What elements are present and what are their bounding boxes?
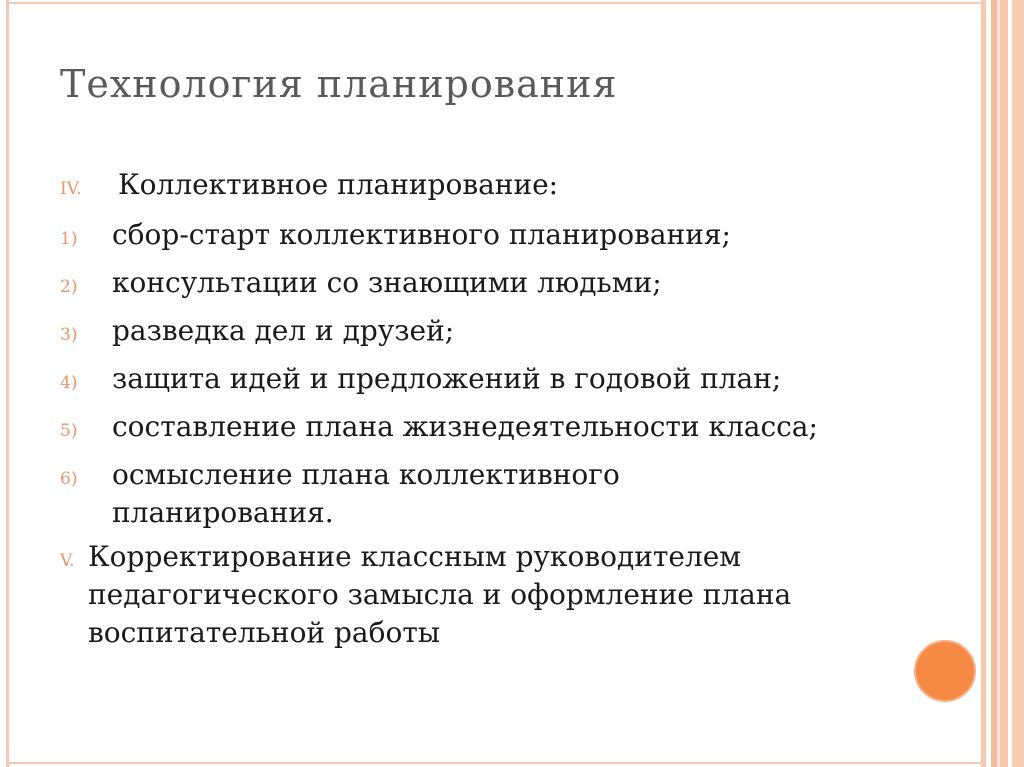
list-item-text: сбор-старт коллективного планирования;	[112, 218, 731, 251]
decor-stripe	[1000, 0, 1008, 767]
list-item-text: Корректирование классным руководителем педагогического замысла и оформление плана воспитательной работы	[88, 540, 792, 649]
list-item	[60, 408, 940, 456]
list-marker: 6)	[60, 469, 78, 489]
slide-title-text: Технология планирования	[60, 62, 618, 106]
list-item	[60, 312, 940, 360]
list-marker: 3)	[60, 325, 78, 345]
decor-circle	[914, 640, 976, 702]
frame-bottom-border	[6, 762, 981, 764]
list-item	[60, 264, 940, 312]
list-item-text: составление плана жизнедеятельности класса;	[112, 410, 818, 443]
list-marker: 4)	[60, 373, 78, 393]
list-item	[60, 216, 940, 264]
list-item-text: консультации со знающими людьми;	[112, 266, 662, 299]
list-item	[60, 538, 940, 652]
list-item-text: Коллективное планирование:	[118, 168, 559, 201]
list-marker: 5)	[60, 421, 78, 441]
slide-title	[60, 62, 617, 106]
frame-left-border	[6, 0, 9, 767]
list-item	[60, 456, 940, 538]
list-marker: V.	[60, 551, 75, 571]
list-marker: 1)	[60, 229, 78, 249]
list-marker: IV.	[60, 179, 82, 199]
list-item-text: разведка дел и друзей;	[112, 314, 455, 347]
decor-stripe	[1012, 0, 1024, 767]
list-item-text: защита идей и предложений в годовой план;	[112, 362, 782, 395]
frame-top-border	[6, 2, 981, 4]
list-item-text: осмысление плана коллективного планирования.	[112, 458, 620, 529]
list-marker: 2)	[60, 277, 78, 297]
list-item	[60, 360, 940, 408]
list-item	[60, 166, 940, 216]
slide-content	[60, 166, 940, 652]
